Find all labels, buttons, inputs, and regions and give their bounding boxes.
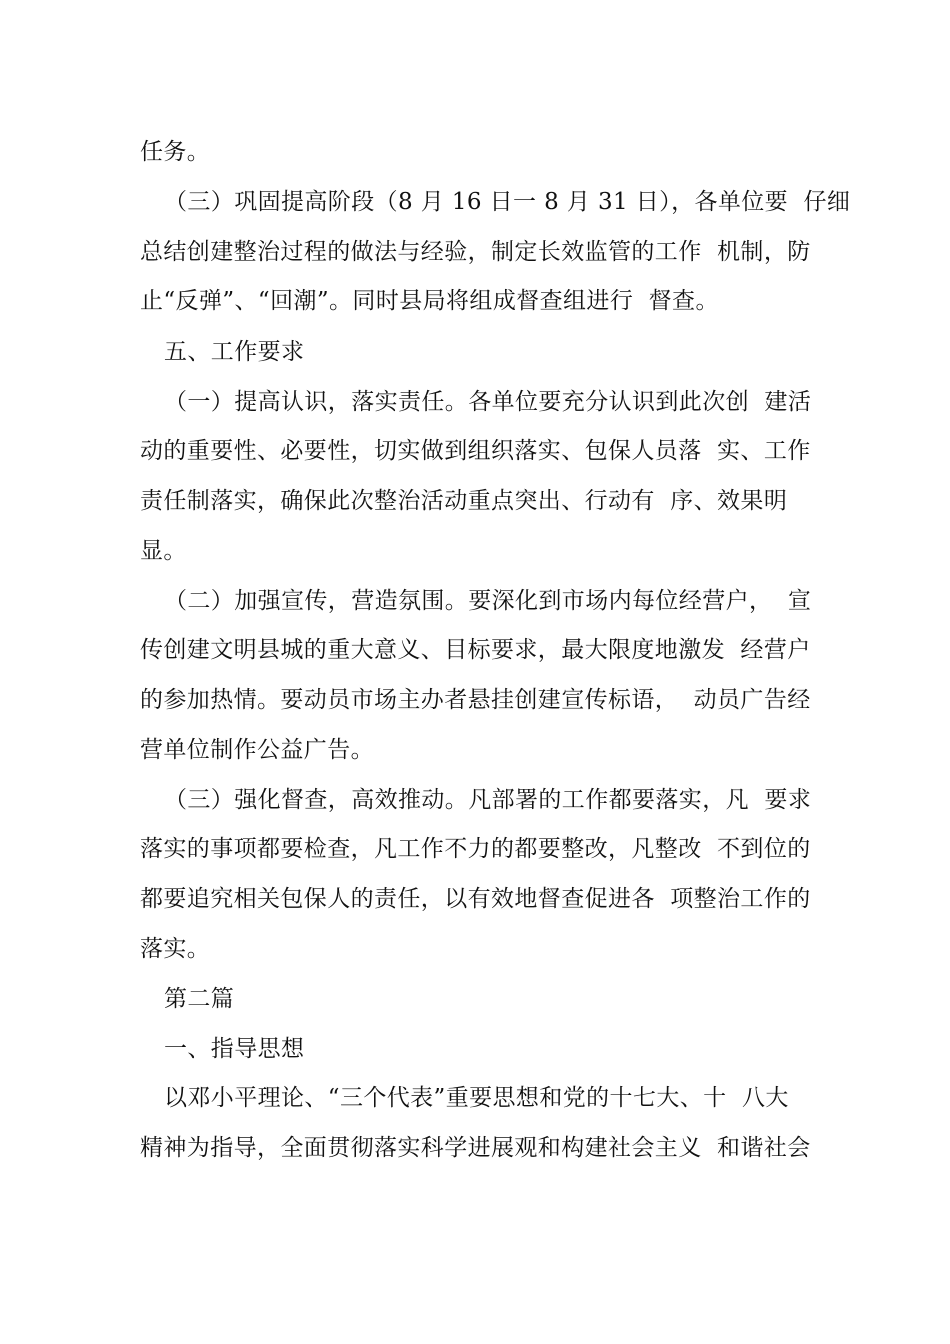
text-line: （三）强化督查，高效推动。凡部署的工作都要落实，凡 要求 [164,787,812,813]
text-line: 责任制落实，确保此次整治活动重点突出、行动有 序、效果明 [140,488,788,514]
text-line: 的参加热情。要动员市场主办者悬挂创建宣传标语， 动员广告经 [140,687,811,713]
section-heading: 五、工作要求 [164,339,305,365]
section-heading: 第二篇 [164,986,235,1012]
text-line: 落实的事项都要检查，凡工作不力的都要整改，凡整改 不到位的 [140,836,811,862]
text-line: （三）巩固提高阶段（8 月 16 日一 8 月 31 日），各单位要 仔细 [164,189,851,215]
text-line: 传创建文明县城的重大意义、目标要求，最大限度地激发 经营户 [140,637,811,663]
text-line: （二）加强宣传，营造氛围。要深化到市场内每位经营户， 宣 [164,588,812,614]
text-line: 总结创建整治过程的做法与经验，制定长效监管的工作 机制，防 [140,239,811,265]
text-line: （一）提高认识，落实责任。各单位要充分认识到此次创 建活 [164,389,812,415]
text-line: 显。 [140,538,187,564]
text-line: 任务。 [140,139,211,165]
text-line: 以邓小平理论、“三个代表”重要思想和党的十七大、十 八大 [164,1085,789,1111]
text-line: 营单位制作公益广告。 [140,737,374,763]
text-line: 精神为指导，全面贯彻落实科学进展观和构建社会主义 和谐社会 [140,1135,811,1161]
section-heading: 一、指导思想 [164,1036,305,1062]
text-line: 都要追究相关包保人的责任，以有效地督查促进各 项整治工作的 [140,886,811,912]
text-line: 落实。 [140,936,211,962]
text-line: 止“反弹”、“回潮”。同时县局将组成督查组进行 督查。 [140,288,719,314]
text-line: 动的重要性、必要性，切实做到组织落实、包保人员落 实、工作 [140,438,811,464]
